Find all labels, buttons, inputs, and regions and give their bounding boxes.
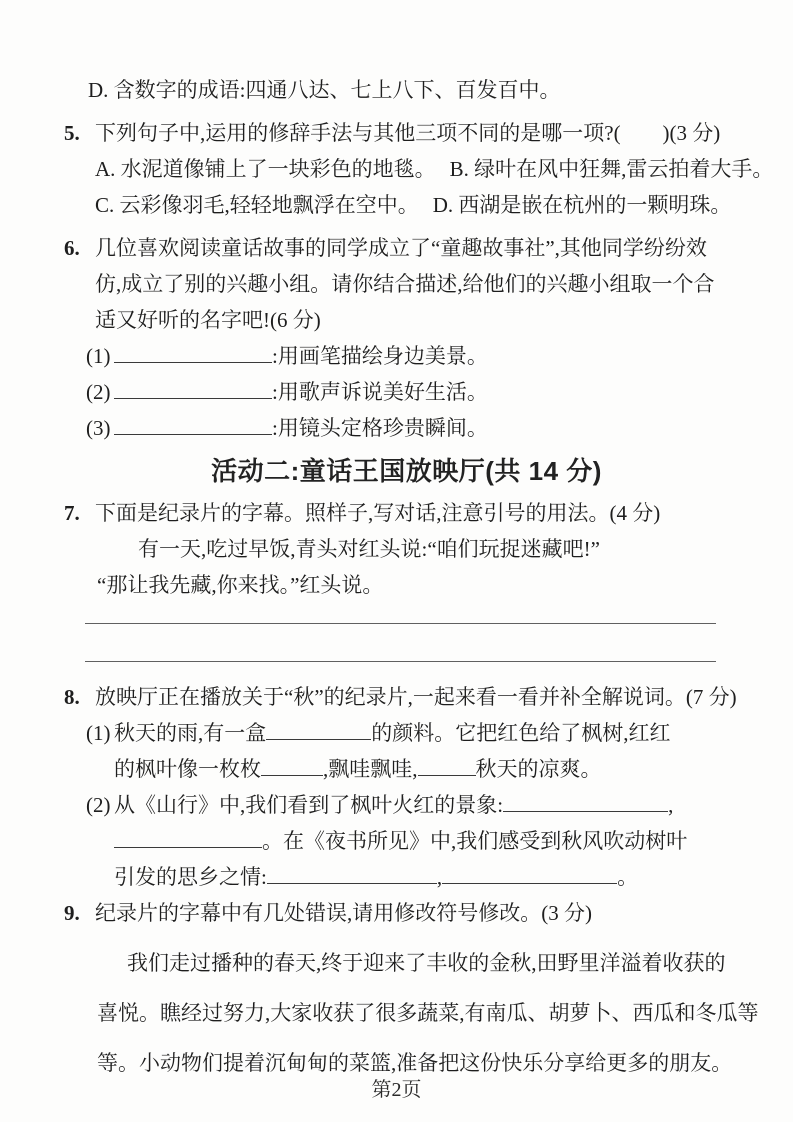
question-8-stem: 放映厅正在播放关于“秋”的纪录片,一起来看一看并补全解说词。(7 分) <box>95 685 737 709</box>
section-2-header: 活动二:童话王国放映厅(共 14 分) <box>211 456 602 486</box>
question-6-stem-line-3: 适又好听的名字吧!(6 分) <box>95 308 321 332</box>
question-8-item-2-label: (2) <box>86 793 111 817</box>
question-9 <box>64 895 749 931</box>
answer-blank[interactable] <box>261 752 323 776</box>
question-7-answer-area <box>85 603 716 662</box>
question-6-item-2-text: :用歌声诉说美好生活。 <box>272 380 488 404</box>
passage-line-2: 喜悦。瞧经过努力,大家收获了很多蔬菜,有南瓜、胡萝卜、西瓜和冬瓜等 <box>97 1001 759 1025</box>
answer-blank[interactable] <box>114 375 272 399</box>
question-6-item-1 <box>86 338 749 374</box>
question-7-number: 7. <box>64 501 80 525</box>
question-4-option-d: D. 含数字的成语:四通八达、七上八下、百发百中。 <box>88 78 561 102</box>
question-8 <box>64 679 749 895</box>
question-5-stem: 下列句子中,运用的修辞手法与其他三项不同的是哪一项?( )(3 分) <box>95 121 721 145</box>
question-5-number: 5. <box>64 121 80 145</box>
question-7 <box>64 495 749 603</box>
question-5-option-c: C. 云彩像羽毛,轻轻地飘浮在空中。 <box>95 193 419 217</box>
answer-line-1[interactable] <box>85 603 716 624</box>
page-number: 第2页 <box>371 1079 422 1101</box>
answer-blank[interactable] <box>266 716 371 740</box>
question-8-item-2-seg-5: , <box>436 865 443 889</box>
question-6-item-3 <box>86 410 749 446</box>
question-8-item-1-seg-4: ,飘哇飘哇, <box>323 757 418 781</box>
question-5-option-d: D. 西湖是嵌在杭州的一颗明珠。 <box>432 193 732 217</box>
question-8-item-2 <box>86 787 749 895</box>
question-6-item-1-label: (1) <box>86 344 111 368</box>
question-6-item-1-text: :用画笔描绘身边美景。 <box>272 344 488 368</box>
question-8-item-1-seg-1: 秋天的雨,有一盒 <box>114 721 267 745</box>
question-8-item-1 <box>86 715 749 787</box>
answer-blank[interactable] <box>267 860 437 884</box>
question-6-item-3-text: :用镜头定格珍贵瞬间。 <box>272 416 488 440</box>
question-6-number: 6. <box>64 236 80 260</box>
answer-blank[interactable] <box>114 339 272 363</box>
question-8-item-2-seg-1: 从《山行》中,我们看到了枫叶火红的景象: <box>114 793 504 817</box>
question-6-stem-line-1: 几位喜欢阅读童话故事的同学成立了“童趣故事社”,其他同学纷纷效 <box>95 236 707 260</box>
question-7-example-line-2: “那让我先藏,你来找。”红头说。 <box>97 573 384 597</box>
question-8-item-1-seg-3: 的枫叶像一枚枚 <box>114 757 261 781</box>
question-8-item-1-seg-5: 秋天的凉爽。 <box>475 757 602 781</box>
answer-line-2[interactable] <box>85 624 716 662</box>
question-5-options-row-1 <box>95 151 774 187</box>
answer-blank[interactable] <box>442 860 617 884</box>
question-8-number: 8. <box>64 685 80 709</box>
answer-blank[interactable] <box>418 752 476 776</box>
question-8-item-2-seg-2: , <box>668 793 674 817</box>
question-6-item-3-label: (3) <box>86 416 111 440</box>
passage-line-1: 我们走过播种的春天,终于迎来了丰收的金秋,田野里洋溢着收获的 <box>127 951 726 975</box>
question-8-item-2-seg-6: 。 <box>617 865 639 889</box>
question-5-option-b: B. 绿叶在风中狂舞,雷云拍着大手。 <box>449 157 774 181</box>
question-5-option-a: A. 水泥道像铺上了一块彩色的地毯。 <box>95 157 436 181</box>
question-7-example-line-1: 有一天,吃过早饭,青头对红头说:“咱们玩捉迷藏吧!” <box>138 537 600 561</box>
question-8-item-1-seg-2: 的颜料。它把红色给了枫树,红红 <box>371 721 671 745</box>
question-8-item-1-label: (1) <box>86 721 111 745</box>
question-8-item-2-seg-4: 引发的思乡之情: <box>114 865 267 889</box>
question-8-item-2-seg-3: 。在《夜书所见》中,我们感受到秋风吹动树叶 <box>262 829 688 853</box>
answer-blank[interactable] <box>503 788 668 812</box>
question-9-stem: 纪录片的字幕中有几处错误,请用修改符号修改。(3 分) <box>95 901 592 925</box>
question-9-number: 9. <box>64 901 80 925</box>
answer-blank[interactable] <box>114 411 272 435</box>
question-6-item-2 <box>86 374 749 410</box>
question-5 <box>64 115 774 223</box>
question-6-stem-line-2: 仿,成立了别的兴趣小组。请你结合描述,给他们的兴趣小组取一个合 <box>95 272 715 296</box>
passage-line-3: 等。小动物们提着沉甸甸的菜篮,准备把这份快乐分享给更多的朋友。 <box>97 1051 733 1075</box>
question-9-passage <box>97 938 759 1088</box>
answer-blank[interactable] <box>114 824 262 848</box>
question-5-options-row-2 <box>95 187 749 223</box>
question-6-item-2-label: (2) <box>86 380 111 404</box>
question-7-stem: 下面是纪录片的字幕。照样子,写对话,注意引号的用法。(4 分) <box>95 501 661 525</box>
question-6 <box>64 230 749 446</box>
